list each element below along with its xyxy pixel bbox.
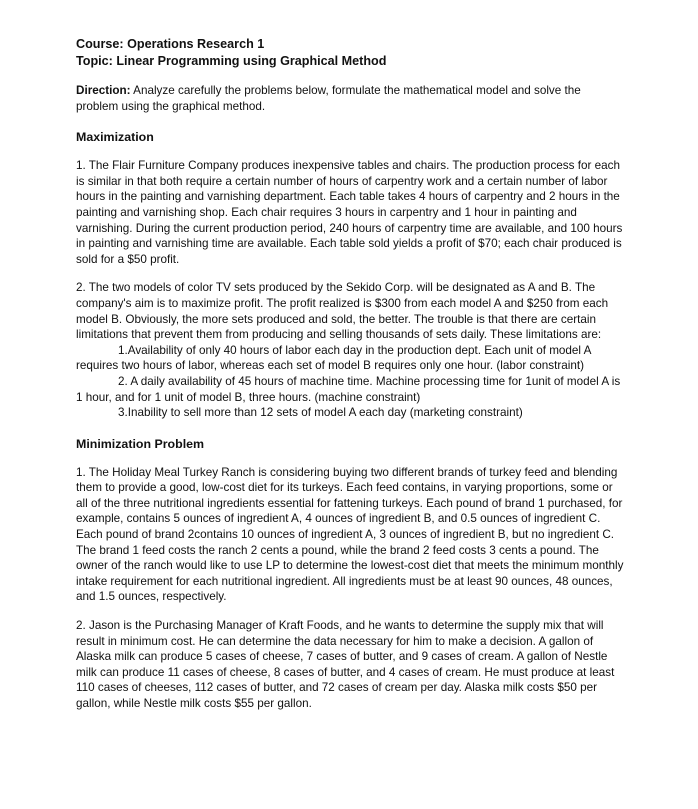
max-problem-2-intro: 2. The two models of color TV sets produced by the Sekido Corp. will be designated as A and B. The company's aim is to maximize profit. The profit realized is $300 from each model A and $250 from each model B. Obviously, the more sets produced and sold, the better. The trouble is that there are certain limitations that prevent them from producing and selling thousands of sets daily. These limitations are:	[76, 281, 609, 342]
direction-text: Analyze carefully the problems below, formulate the mathematical model and solve the problem using the graphical method.	[76, 84, 581, 113]
max-problem-2	[76, 280, 626, 420]
min-problem-2: 2. Jason is the Purchasing Manager of Kraft Foods, and he wants to determine the supply mix that will result in minimum cost. He can determine the data necessary for him to make a decision. A gallon of Alaska milk can produce 5 cases of cheese, 7 cases of butter, and 9 cases of cream. A gallon of Nestle milk can produce 11 cases of cheese, 8 cases of butter, and 4 cases of cream. He must produce at least 110 cases of cheeses, 112 cases of butter, and 72 cases of cream per day. Alaska milk costs $50 per gallon, while Nestle milk costs $55 per gallon.	[76, 619, 615, 710]
min-problem-1: 1. The Holiday Meal Turkey Ranch is considering buying two different brands of turkey feed and blending them to provide a good, low-cost diet for its turkeys. Each feed contains, in varying proportions, some or all of the three nutritional ingredients essential for fattening turkeys. Each pound of brand 1 purchased, for example, contains 5 ounces of ingredient A, 4 ounces of ingredient B, and 0.5 ounces of ingredient C. Each pound of brand 2contains 10 ounces of ingredient A, 3 ounces of ingredient B, but no ingredient C. The brand 1 feed costs the ranch 2 cents a pound, while the brand 2 feed costs 3 cents a pound. The owner of the ranch would like to use LP to determine the lowest-cost diet that meets the minimum monthly intake requirement for each nutritional ingredient. All ingredients must be at least 90 ounces, 48 ounces, and 1.5 ounces, respectively.	[76, 465, 624, 604]
course-title: Course: Operations Research 1	[76, 37, 265, 51]
max-problem-2-constraint-2: 2. A daily availability of 45 hours of machine time. Machine processing time for 1unit of model A is 1 hour, and for 1 unit of model B, three hours. (machine constraint)	[76, 374, 621, 404]
max-problem-2-constraint-3: 3.Inability to sell more than 12 sets of model A each day (marketing constraint)	[118, 406, 523, 420]
direction-label: Direction:	[76, 84, 131, 97]
maximization-heading: Maximization	[76, 130, 154, 145]
minimization-heading: Minimization Problem	[76, 436, 205, 451]
max-problem-1: 1. The Flair Furniture Company produces inexpensive tables and chairs. The production process for each is similar in that both require a certain number of hours of carpentry work and a certain number of labor hours in the painting and varnishing department. Each table takes 4 hours of carpentry and 2 hours in the painting and varnishing shop. Each chair requires 3 hours in carpentry and 1 hour in painting and varnishing. During the current production period, 240 hours of carpentry time are available, and 100 hours in painting and varnishing time are available. Each table sold yields a profit of $70; each chair produced is sold for a $50 profit.	[76, 159, 623, 266]
direction-paragraph	[76, 83, 626, 114]
topic-title: Topic: Linear Programming using Graphical Method	[76, 54, 387, 68]
max-problem-2-constraint-1: 1.Availability of only 40 hours of labor each day in the production dept. Each unit of model A requires two hours of labor, whereas each set of model B requires only one hour. (labor constraint)	[76, 343, 591, 373]
